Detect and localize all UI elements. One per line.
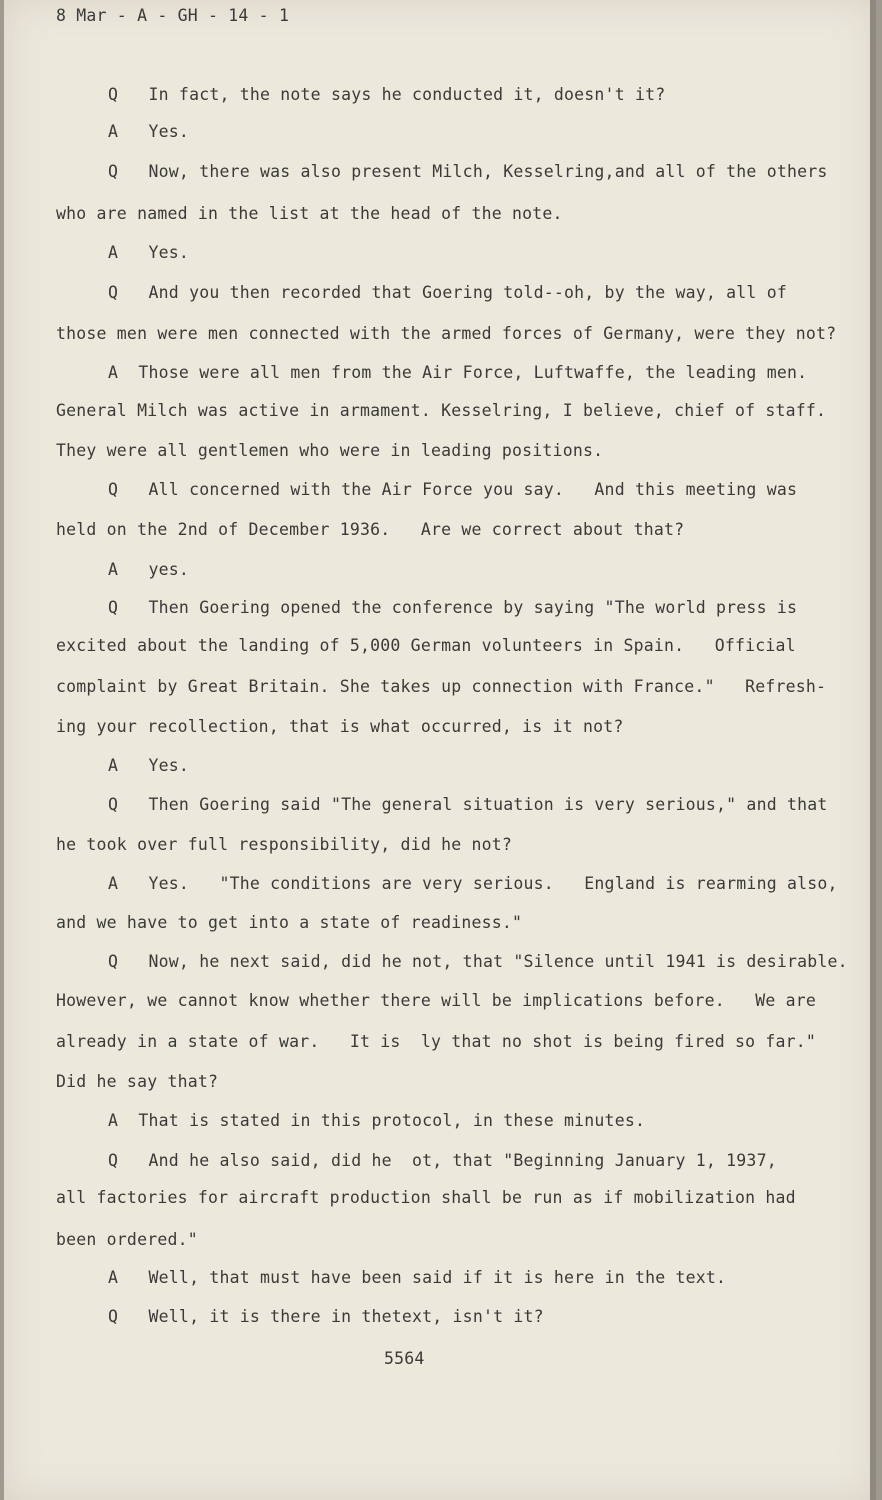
transcript-line: Q Then Goering opened the conference by saying "The world press is xyxy=(108,598,798,617)
transcript-line: complaint by Great Britain. She takes up connection with France." Refresh- xyxy=(56,677,827,696)
transcript-line: he took over full responsibility, did he not? xyxy=(56,835,513,854)
transcript-line: Q And you then recorded that Goering told--oh, by the way, all of xyxy=(108,283,787,302)
transcript-line: Q Now, he next said, did he not, that "Silence until 1941 is desirable. xyxy=(108,952,848,971)
transcript-line: Q Then Goering said "The general situation is very serious," and that xyxy=(108,795,828,814)
page-edge xyxy=(870,0,876,1500)
transcript-line: Q Well, it is there in thetext, isn't it? xyxy=(108,1307,544,1326)
page-header: 8 Mar - A - GH - 14 - 1 xyxy=(56,6,290,25)
transcript-line: ing your recollection, that is what occurred, is it not? xyxy=(56,717,624,736)
transcript-line: A yes. xyxy=(108,560,190,579)
transcript-line: A Well, that must have been said if it is here in the text. xyxy=(108,1268,727,1287)
transcript-line: A Yes. xyxy=(108,122,190,141)
transcript-line: and we have to get into a state of readiness." xyxy=(56,913,523,932)
transcript-line: all factories for aircraft production shall be run as if mobilization had xyxy=(56,1188,796,1207)
transcript-line: A Those were all men from the Air Force, Luftwaffe, the leading men. xyxy=(108,363,808,382)
transcript-line: General Milch was active in armament. Kesselring, I believe, chief of staff. xyxy=(56,401,827,420)
transcript-line: Q All concerned with the Air Force you say. And this meeting was xyxy=(108,480,798,499)
transcript-line: who are named in the list at the head of the note. xyxy=(56,204,563,223)
transcript-page xyxy=(4,0,876,1500)
page-number: 5564 xyxy=(384,1349,425,1368)
transcript-line: already in a state of war. It is ly that no shot is being fired so far." xyxy=(56,1032,817,1051)
transcript-line: However, we cannot know whether there will be implications before. We are xyxy=(56,991,817,1010)
transcript-line: those men were men connected with the armed forces of Germany, were they not? xyxy=(56,324,837,343)
transcript-line: A Yes. xyxy=(108,243,190,262)
transcript-line: Q And he also said, did he ot, that "Beginning January 1, 1937, xyxy=(108,1151,777,1170)
transcript-line: A Yes. xyxy=(108,756,190,775)
transcript-line: Q Now, there was also present Milch, Kesselring,and all of the others xyxy=(108,162,828,181)
transcript-line: excited about the landing of 5,000 German volunteers in Spain. Official xyxy=(56,636,796,655)
transcript-line: held on the 2nd of December 1936. Are we correct about that? xyxy=(56,520,685,539)
transcript-line: Did he say that? xyxy=(56,1072,219,1091)
transcript-line: They were all gentlemen who were in leading positions. xyxy=(56,441,604,460)
transcript-line: A Yes. "The conditions are very serious. England is rearming also, xyxy=(108,874,838,893)
transcript-line: Q In fact, the note says he conducted it, doesn't it? xyxy=(108,85,666,104)
transcript-line: been ordered." xyxy=(56,1230,198,1249)
transcript-line: A That is stated in this protocol, in these minutes. xyxy=(108,1111,646,1130)
